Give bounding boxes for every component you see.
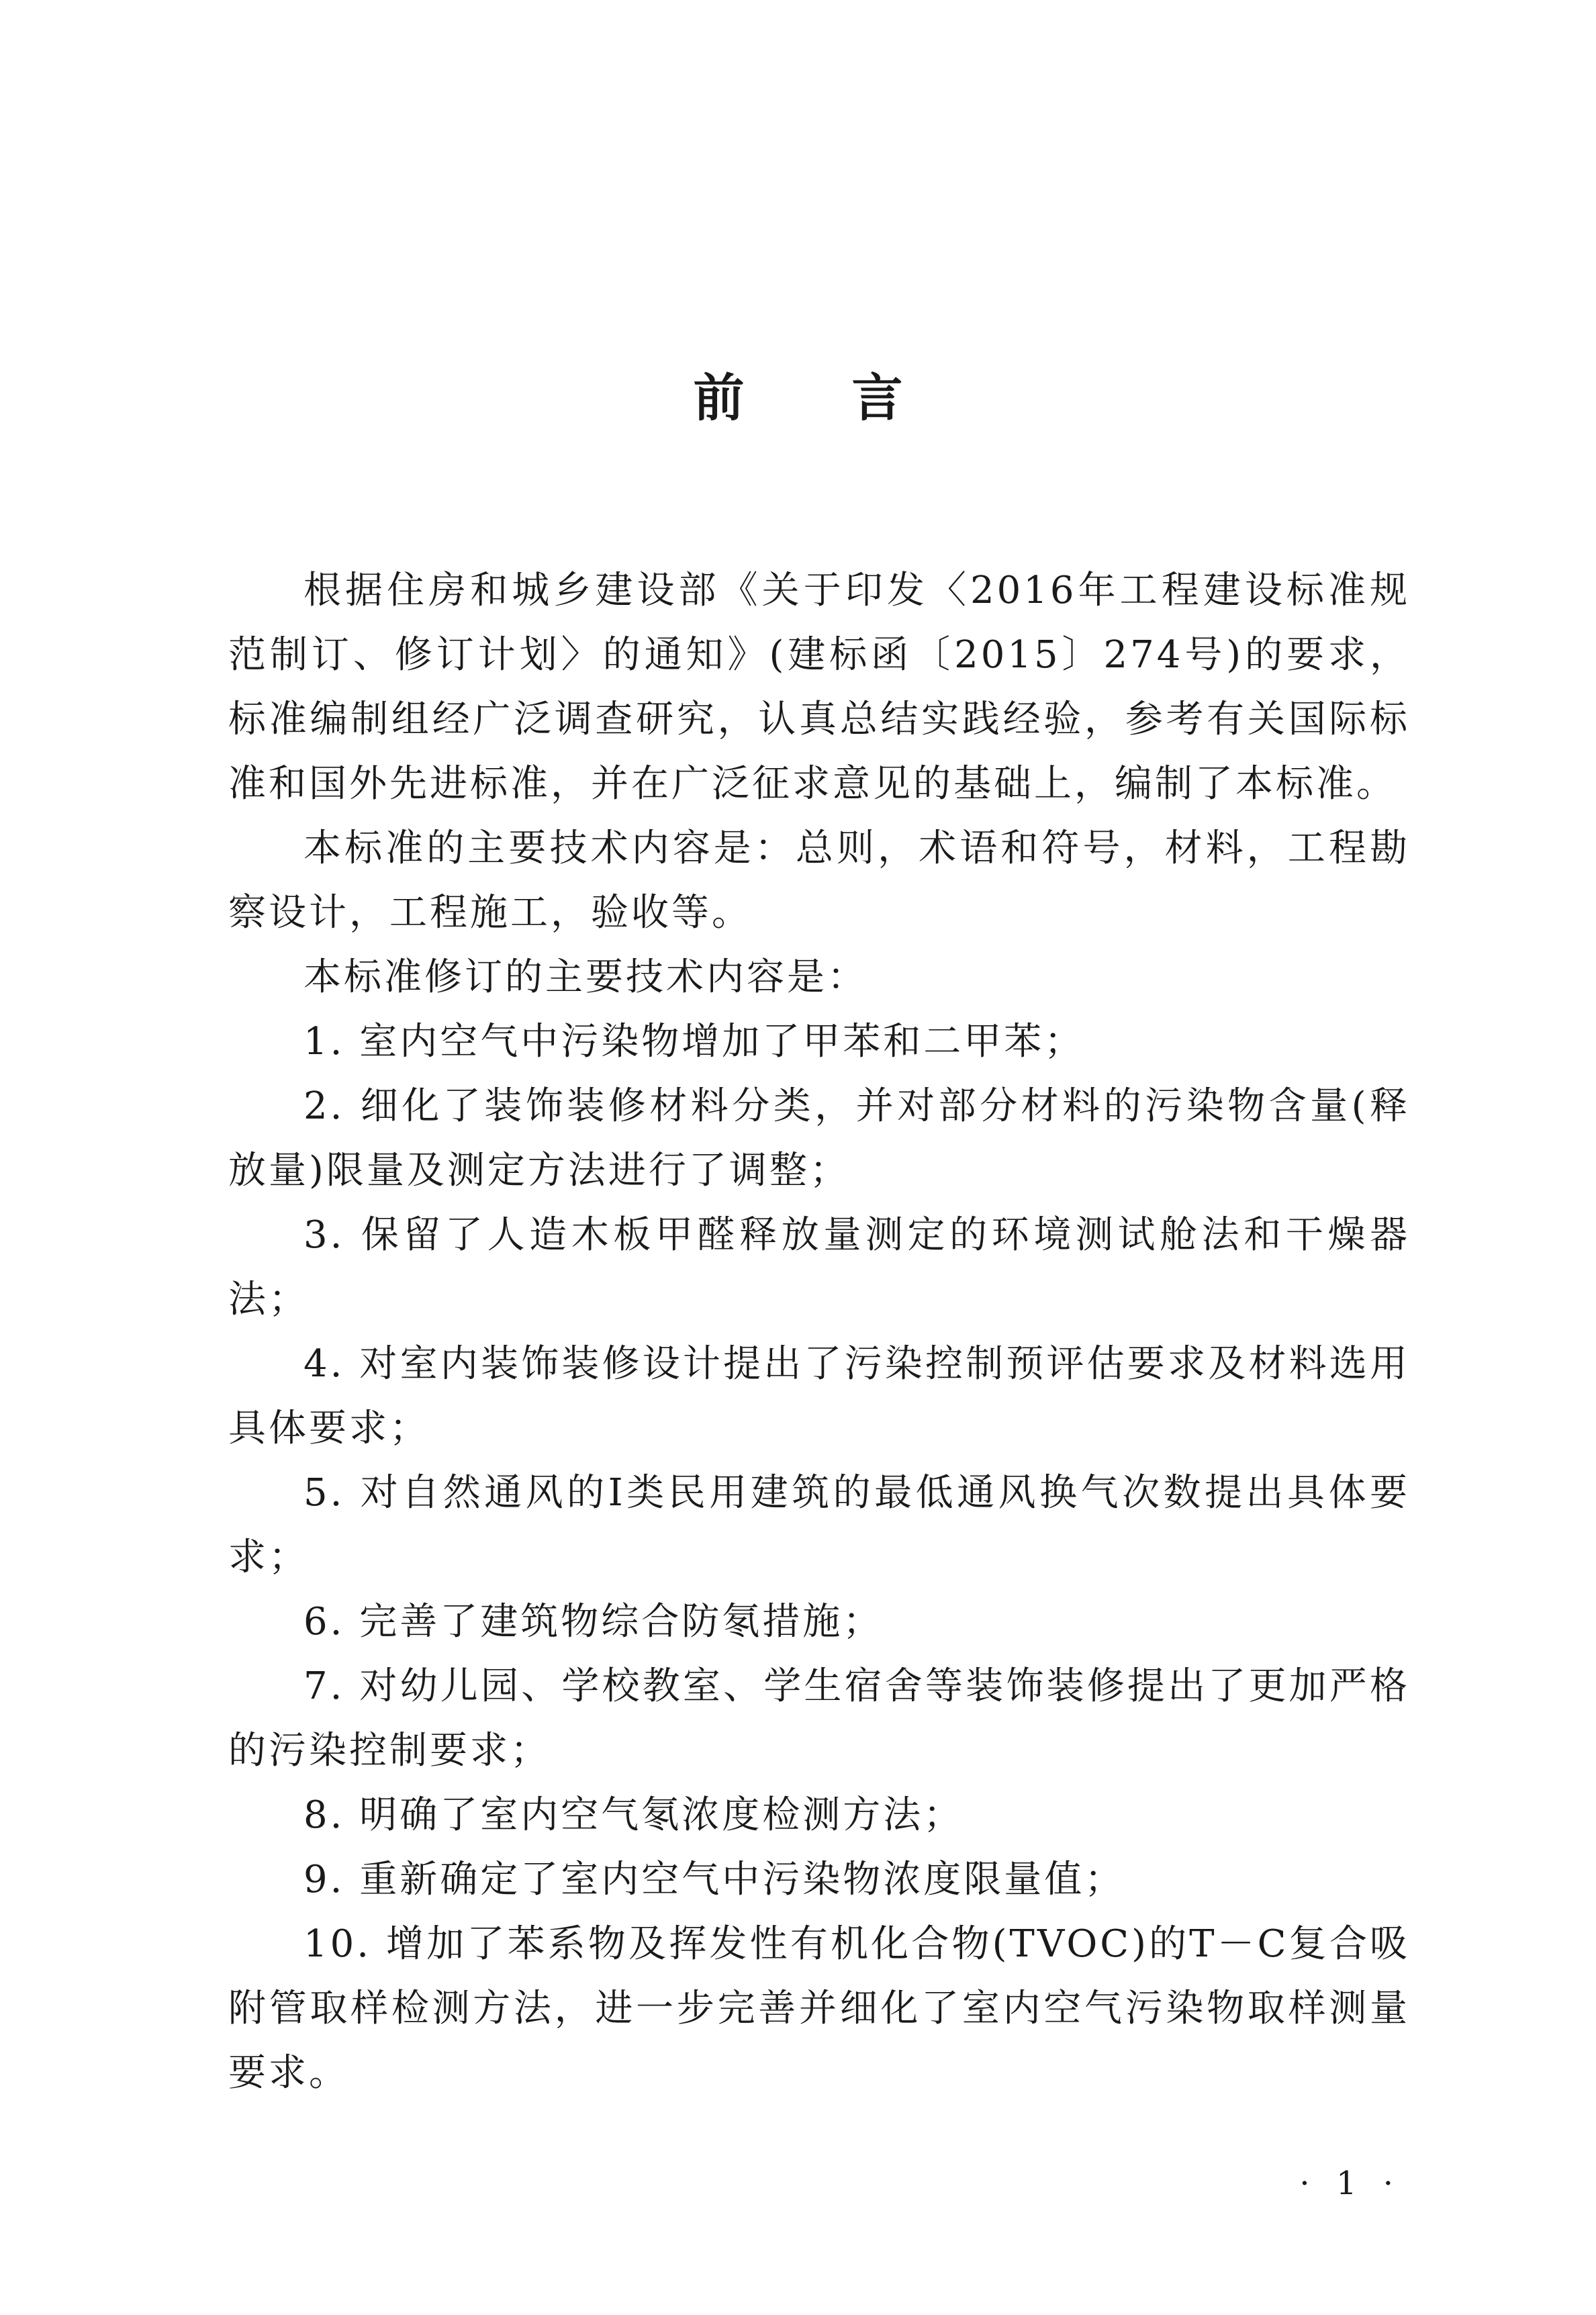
list-item: 1. 室内空气中污染物增加了甲苯和二甲苯； <box>303 1020 1085 1064</box>
list-item: 2. 细化了装饰装修材料分类，并对部分材料的污染物含量(释放量)限量及测定方法进行了调整； <box>228 1084 1410 1192</box>
paragraph-main-content: 本标准的主要技术内容是：总则，术语和符号，材料，工程勘察设计，工程施工，验收等。 <box>228 826 1410 935</box>
paragraph-intro: 根据住房和城乡建设部《关于印发〈2016年工程建设标准规范制订、修订计划〉的通知》(建标函〔2015〕274号)的要求，标准编制组经广泛调查研究，认真总结实践经验，参考有关国际标准和国外先进标准，并在广泛征求意见的基础上，编制了本标准。 <box>228 569 1410 806</box>
list-item: 6. 完善了建筑物综合防氡措施； <box>303 1600 884 1644</box>
list-item: 7. 对幼儿园、学校教室、学生宿舍等装饰装修提出了更加严格的污染控制要求； <box>228 1664 1410 1773</box>
list-item: 3. 保留了人造木板甲醛释放量测定的环境测试舱法和干燥器法； <box>228 1213 1410 1321</box>
list-item: 9. 重新确定了室内空气中污染物浓度限量值； <box>303 1858 1125 1901</box>
list-item: 5. 对自然通风的Ⅰ类民用建筑的最低通风换气次数提出具体要求； <box>228 1471 1410 1579</box>
page-title: 前言 <box>693 368 1011 428</box>
body-text <box>228 559 1410 2106</box>
list-item: 10. 增加了苯系物及挥发性有机化合物(TVOC)的T－C复合吸附管取样检测方法，进一步完善并细化了室内空气污染物取样测量要求。 <box>228 1922 1410 2095</box>
list-item: 8. 明确了室内空气氡浓度检测方法； <box>303 1793 964 1837</box>
paragraph-revision-heading: 本标准修订的主要技术内容是： <box>303 955 867 999</box>
list-item: 4. 对室内装饰装修设计提出了污染控制预评估要求及材料选用具体要求； <box>228 1342 1410 1450</box>
page-number: · 1 · <box>1299 2165 1401 2202</box>
